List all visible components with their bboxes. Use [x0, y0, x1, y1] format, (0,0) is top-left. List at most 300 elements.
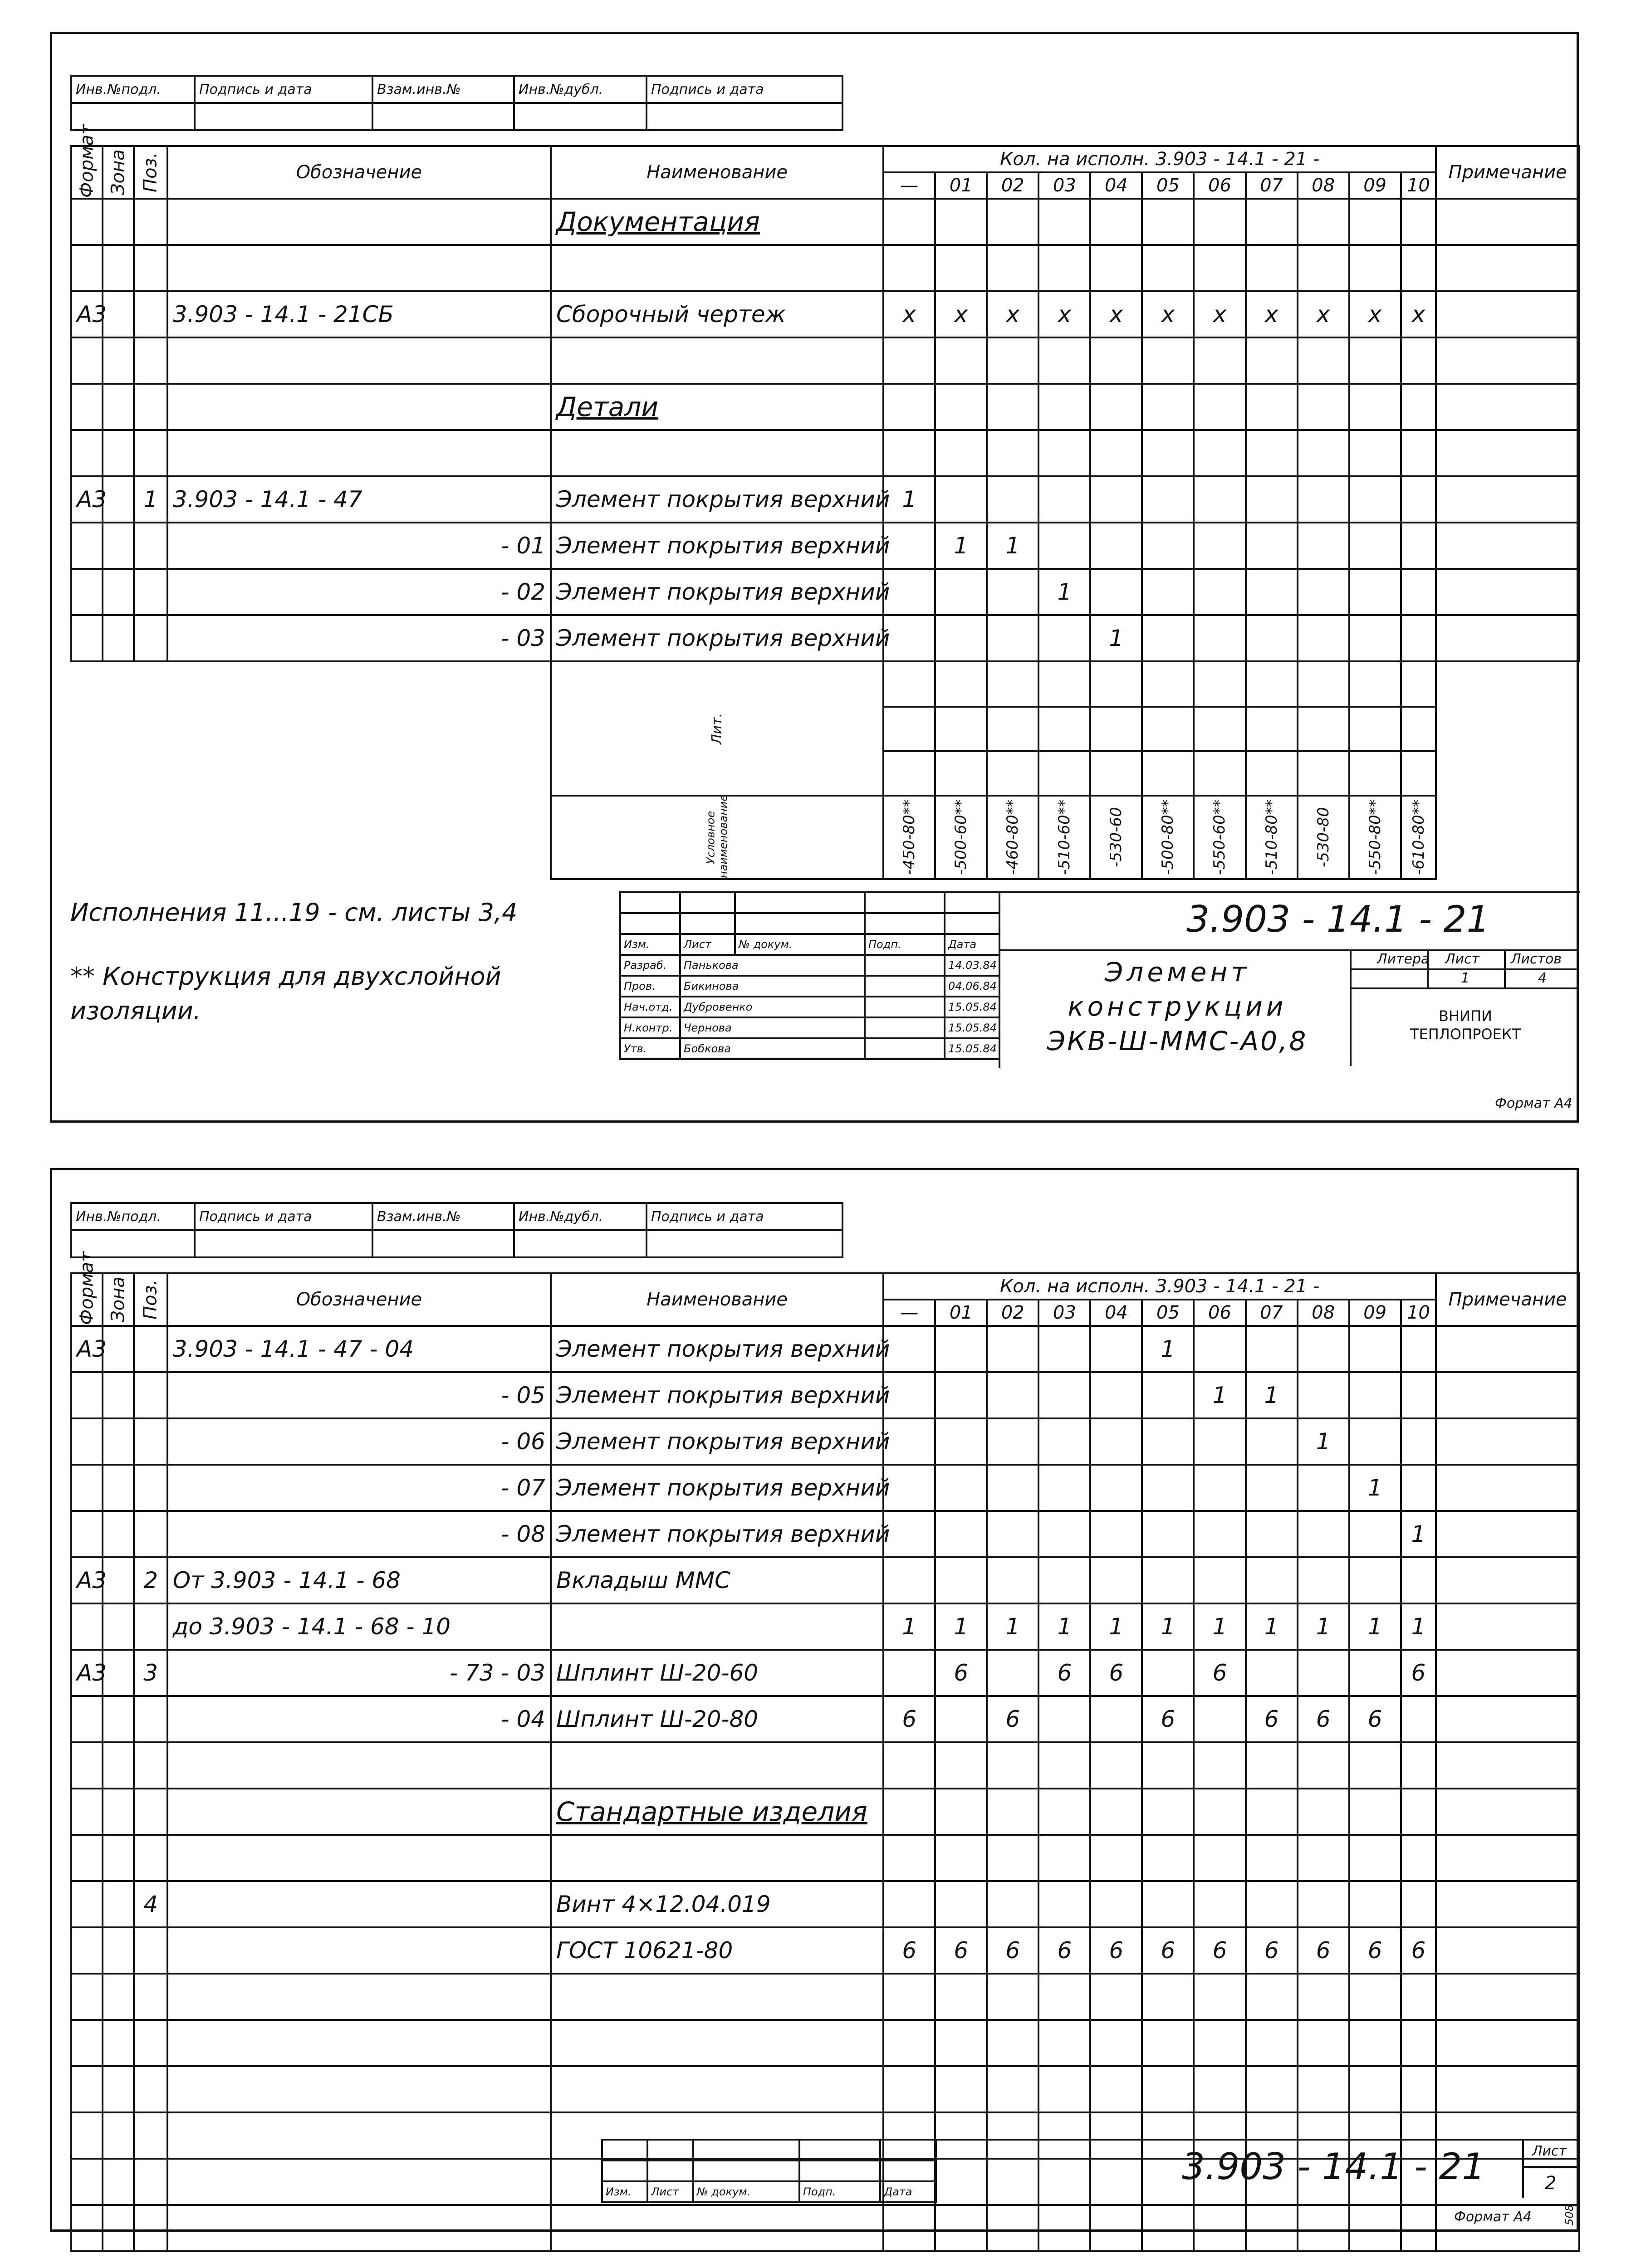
qty-cell [1038, 523, 1090, 569]
zone-cell [103, 1881, 134, 1927]
qty-cell [1142, 384, 1194, 430]
zone-cell [103, 1465, 134, 1511]
conditional-name-cell: -510-80** [1246, 796, 1298, 879]
qty-cell: 1 [1142, 1603, 1194, 1650]
qty-header: Кол. на исполн. 3.903 - 14.1 - 21 - [883, 146, 1436, 172]
letter-cell [1401, 707, 1436, 751]
qty-cell: 6 [1401, 1927, 1436, 1974]
format-cell: A3 [71, 1650, 103, 1696]
format-cell [71, 430, 103, 476]
zone-cell [103, 1557, 134, 1603]
zone-cell [103, 476, 134, 523]
name-cell [551, 337, 883, 384]
qty-cell [1090, 337, 1142, 384]
qty-cell [987, 245, 1038, 291]
format-label: Формат А4 [1495, 1095, 1572, 1111]
note-cell [1436, 523, 1579, 569]
qty-col-header: 02 [987, 172, 1038, 199]
designation-cell: 3.903 - 14.1 - 47 - 04 [167, 1326, 551, 1372]
name-cell [551, 1742, 883, 1789]
name-cell: Элемент покрытия верхний [551, 1326, 883, 1372]
qty-cell [1142, 245, 1194, 291]
note-cell [1436, 245, 1579, 291]
letter-cell [935, 661, 987, 707]
spec-row [71, 1465, 1579, 1511]
zone-cell [103, 1372, 134, 1418]
zone-cell [103, 523, 134, 569]
qty-cell: 6 [883, 1927, 935, 1974]
blank [1436, 707, 1579, 751]
qty-cell [1298, 476, 1349, 523]
qty-cell [1038, 430, 1090, 476]
qty-cell [1038, 615, 1090, 661]
title-block-header: № докум. [693, 2181, 799, 2202]
staff-sign [865, 997, 945, 1017]
qty-cell [1038, 199, 1090, 245]
blank [1436, 661, 1579, 707]
name-cell [551, 1835, 883, 1881]
spec-row [71, 1372, 1579, 1418]
designation-cell [167, 2205, 551, 2251]
spec-table-2 [70, 1251, 1580, 2252]
qty-cell [1194, 1881, 1245, 1927]
letter-cell [1349, 707, 1401, 751]
letter-cell [1038, 751, 1090, 796]
qty-cell [1038, 2066, 1090, 2112]
qty-cell [1401, 1742, 1436, 1789]
zone-cell [103, 2159, 134, 2205]
qty-cell [935, 476, 987, 523]
spec-row [71, 291, 1579, 337]
format-cell [71, 1974, 103, 2020]
qty-cell [1090, 384, 1142, 430]
qty-col-header: 10 [1401, 172, 1436, 199]
qty-col-header: 08 [1298, 1300, 1349, 1326]
conditional-name-cell: -450-80** [883, 796, 935, 879]
letter-cell [987, 661, 1038, 707]
qty-cell [883, 2066, 935, 2112]
name-cell [551, 2020, 883, 2066]
staff-row-0 [620, 955, 999, 976]
designation-cell [167, 337, 551, 384]
format-label: Формат А4 [1454, 2209, 1532, 2225]
zone-cell [103, 569, 134, 615]
spec-row [71, 1789, 1579, 1835]
zone-cell [103, 1650, 134, 1696]
title-divider [1350, 987, 1578, 989]
qty-cell [1246, 1650, 1298, 1696]
qty-cell [1038, 476, 1090, 523]
qty-col-header: 03 [1038, 172, 1090, 199]
letter-cell [1142, 751, 1194, 796]
qty-cell [1090, 1326, 1142, 1372]
qty-cell [1246, 476, 1298, 523]
qty-cell [1298, 384, 1349, 430]
qty-cell [1090, 245, 1142, 291]
spec-row [71, 1974, 1579, 2020]
qty-col-header: 02 [987, 1300, 1038, 1326]
format-cell [71, 1835, 103, 1881]
pos-cell [134, 2066, 167, 2112]
staff-name: Панькова [680, 955, 865, 976]
qty-cell: 6 [1038, 1927, 1090, 1974]
pos-cell [134, 1835, 167, 1881]
letter-cell [1401, 661, 1436, 707]
spec-row [71, 1557, 1579, 1603]
qty-cell: 6 [1090, 1927, 1142, 1974]
spec-row [71, 384, 1579, 430]
pos-cell [134, 1742, 167, 1789]
pos-cell [134, 199, 167, 245]
col-designation: Обозначение [167, 146, 551, 199]
qty-cell [1142, 1742, 1194, 1789]
col-zone: Зона [103, 1273, 134, 1326]
letter-cell [1090, 751, 1142, 796]
sheet-2 [50, 1168, 1579, 2232]
qty-cell [1038, 1372, 1090, 1418]
title-block-header: Изм. [602, 2181, 647, 2202]
qty-header: Кол. на исполн. 3.903 - 14.1 - 21 - [883, 1273, 1436, 1300]
format-cell [71, 1742, 103, 1789]
qty-cell [1142, 2066, 1194, 2112]
qty-cell: x [1090, 291, 1142, 337]
qty-cell: 1 [1142, 1326, 1194, 1372]
spec-row [71, 1603, 1579, 1650]
pos-cell [134, 2020, 167, 2066]
pos-cell [134, 384, 167, 430]
designation-cell: - 03 [167, 615, 551, 661]
qty-cell [1298, 1650, 1349, 1696]
qty-cell [1194, 1835, 1245, 1881]
spec-row [71, 2020, 1579, 2066]
pos-cell [134, 569, 167, 615]
qty-cell [1401, 384, 1436, 430]
qty-cell [883, 569, 935, 615]
spec-row [71, 430, 1579, 476]
qty-cell [935, 430, 987, 476]
qty-cell [883, 1835, 935, 1881]
name-cell: Элемент покрытия верхний [551, 1418, 883, 1465]
qty-cell [1401, 1974, 1436, 2020]
qty-cell [1142, 2205, 1194, 2251]
qty-cell [1246, 2066, 1298, 2112]
qty-cell: 6 [1298, 1927, 1349, 1974]
name-cell: Шплинт Ш-20-80 [551, 1696, 883, 1742]
qty-cell [1401, 1418, 1436, 1465]
qty-cell [987, 2020, 1038, 2066]
col-name: Наименование [551, 1273, 883, 1326]
qty-cell: x [1401, 291, 1436, 337]
qty-cell [883, 1511, 935, 1557]
pos-cell [134, 2112, 167, 2159]
qty-cell [1246, 199, 1298, 245]
qty-cell [1090, 1742, 1142, 1789]
qty-cell [1142, 1650, 1194, 1696]
pos-cell: 1 [134, 476, 167, 523]
qty-cell [1038, 1974, 1090, 2020]
qty-cell [1090, 1974, 1142, 2020]
qty-cell [1246, 2020, 1298, 2066]
pos-cell [134, 2159, 167, 2205]
qty-cell [987, 1372, 1038, 1418]
qty-cell: 1 [883, 1603, 935, 1650]
designation-cell [167, 1974, 551, 2020]
qty-cell [1401, 1835, 1436, 1881]
blank [1436, 796, 1579, 879]
qty-cell [935, 2066, 987, 2112]
name-cell [551, 1974, 883, 2020]
corner-number: 508 [1563, 2204, 1576, 2225]
qty-cell [935, 569, 987, 615]
qty-cell [1298, 1511, 1349, 1557]
qty-cell [1194, 1511, 1245, 1557]
pos-cell [134, 1974, 167, 2020]
title-divider [1504, 949, 1506, 987]
title-block-header: Дата [945, 934, 999, 955]
spec-row [71, 2205, 1579, 2251]
qty-cell [1401, 615, 1436, 661]
qty-cell [1090, 1418, 1142, 1465]
spec-row [71, 523, 1579, 569]
zone-cell [103, 1927, 134, 1974]
qty-cell [1246, 523, 1298, 569]
staff-role: Нач.отд. [620, 997, 680, 1017]
qty-cell: 1 [1246, 1372, 1298, 1418]
format-cell [71, 1789, 103, 1835]
spec-row [71, 569, 1579, 615]
qty-cell [883, 430, 935, 476]
col-designation: Обозначение [167, 1273, 551, 1326]
name-cell: Документация [551, 199, 883, 245]
qty-cell: 6 [1246, 1927, 1298, 1974]
qty-cell: x [1298, 291, 1349, 337]
qty-cell [1349, 476, 1401, 523]
letter-cell [935, 707, 987, 751]
spec-row [71, 1742, 1579, 1789]
qty-cell [1349, 1789, 1401, 1835]
qty-cell [1401, 1789, 1436, 1835]
qty-cell [1349, 384, 1401, 430]
qty-cell [1349, 1881, 1401, 1927]
zone-cell [103, 2020, 134, 2066]
qty-cell: 1 [935, 523, 987, 569]
qty-cell: 1 [935, 1603, 987, 1650]
qty-cell [883, 1557, 935, 1603]
qty-cell [987, 1418, 1038, 1465]
qty-cell [1038, 1465, 1090, 1511]
spec-row [71, 2066, 1579, 2112]
name-cell: Элемент покрытия верхний [551, 476, 883, 523]
qty-cell [1246, 1789, 1298, 1835]
spec-row [71, 199, 1579, 245]
qty-cell: 6 [987, 1927, 1038, 1974]
qty-cell [1142, 1418, 1194, 1465]
qty-cell [1038, 1742, 1090, 1789]
qty-cell [1349, 1326, 1401, 1372]
qty-cell [1246, 245, 1298, 291]
zone-cell [103, 1742, 134, 1789]
zone-cell [103, 1326, 134, 1372]
org-line: ТЕПЛОПРОЕКТ [1410, 1026, 1521, 1043]
qty-cell [1194, 1696, 1245, 1742]
qty-cell [1142, 1557, 1194, 1603]
approval-strip [70, 1202, 843, 1258]
note-cell [1436, 1650, 1579, 1696]
zone-cell [103, 2066, 134, 2112]
qty-cell [1401, 1326, 1436, 1372]
qty-cell [987, 2066, 1038, 2112]
letter-cell [1194, 751, 1245, 796]
qty-cell [1349, 569, 1401, 615]
conditional-name-cell: -460-80** [987, 796, 1038, 879]
qty-cell [1142, 337, 1194, 384]
qty-cell [1090, 1372, 1142, 1418]
qty-cell [987, 337, 1038, 384]
qty-cell: 6 [1142, 1696, 1194, 1742]
litera-label: Литера [1377, 951, 1430, 967]
format-cell: A3 [71, 1557, 103, 1603]
qty-cell: x [1142, 291, 1194, 337]
qty-col-header: 07 [1246, 1300, 1298, 1326]
designation-cell [167, 1881, 551, 1927]
qty-cell [1246, 1557, 1298, 1603]
qty-cell [1090, 1511, 1142, 1557]
title-block-grid [601, 2139, 937, 2203]
sheets-total: 4 [1538, 970, 1547, 986]
qty-col-header: 04 [1090, 1300, 1142, 1326]
conditional-name-cell: -550-60** [1194, 796, 1245, 879]
qty-cell: 1 [1038, 569, 1090, 615]
qty-cell [935, 1974, 987, 2020]
qty-cell [1142, 2020, 1194, 2066]
qty-cell [1349, 1557, 1401, 1603]
qty-cell [935, 2205, 987, 2251]
qty-cell: 1 [1349, 1603, 1401, 1650]
qty-cell [1349, 2066, 1401, 2112]
letter-cell [987, 707, 1038, 751]
letter-cell [1401, 751, 1436, 796]
qty-cell [883, 1742, 935, 1789]
staff-name: Дубровенко [680, 997, 865, 1017]
conditional-name-cell: -500-60** [935, 796, 987, 879]
qty-cell [1038, 384, 1090, 430]
qty-cell [1349, 1511, 1401, 1557]
note-cell [1436, 1326, 1579, 1372]
qty-cell [1090, 1835, 1142, 1881]
note-cell [1436, 1927, 1579, 1974]
qty-cell [1246, 1835, 1298, 1881]
qty-cell: 1 [1038, 1603, 1090, 1650]
qty-cell [1194, 523, 1245, 569]
designation-cell [167, 1789, 551, 1835]
pos-cell [134, 1696, 167, 1742]
qty-cell [987, 1326, 1038, 1372]
designation-cell [167, 199, 551, 245]
qty-cell [1298, 2205, 1349, 2251]
letter-cell [1194, 707, 1245, 751]
spec-row [71, 1696, 1579, 1742]
qty-cell [1090, 2066, 1142, 2112]
note-cell [1436, 430, 1579, 476]
name-cell: Элемент покрытия верхний [551, 615, 883, 661]
qty-cell [1038, 245, 1090, 291]
zone-cell [103, 291, 134, 337]
letter-label: Лит. [551, 661, 883, 796]
qty-cell [1298, 615, 1349, 661]
strip-cell: Подпись и дата [647, 76, 842, 103]
letter-cell [1038, 661, 1090, 707]
qty-cell [1038, 1696, 1090, 1742]
qty-cell [1401, 430, 1436, 476]
staff-row-4 [620, 1038, 999, 1059]
qty-cell [987, 1789, 1038, 1835]
qty-cell [1298, 1557, 1349, 1603]
col-note: Примечание [1436, 1273, 1579, 1326]
format-cell [71, 2066, 103, 2112]
spec-row [71, 615, 1579, 661]
format-cell [71, 523, 103, 569]
qty-cell [1038, 2205, 1090, 2251]
qty-cell [935, 1881, 987, 1927]
name-cell [551, 2205, 883, 2251]
qty-cell [1349, 430, 1401, 476]
designation-cell [167, 2159, 551, 2205]
col-note: Примечание [1436, 146, 1579, 199]
qty-cell: 6 [935, 1927, 987, 1974]
format-cell [71, 569, 103, 615]
letter-cell [1038, 707, 1090, 751]
letter-cell [1246, 707, 1298, 751]
qty-cell [935, 1465, 987, 1511]
qty-cell [1246, 1326, 1298, 1372]
qty-cell [1142, 1789, 1194, 1835]
qty-cell [935, 1557, 987, 1603]
qty-cell: x [1194, 291, 1245, 337]
designation-cell: - 73 - 03 [167, 1650, 551, 1696]
zone-cell [103, 615, 134, 661]
staff-date: 15.05.84 [945, 1017, 999, 1038]
qty-cell [1090, 2205, 1142, 2251]
org-line: ВНИПИ [1439, 1007, 1492, 1025]
format-cell [71, 337, 103, 384]
spec-row [71, 1650, 1579, 1696]
staff-role: Разраб. [620, 955, 680, 976]
qty-cell [1401, 1696, 1436, 1742]
format-cell [71, 2159, 103, 2205]
letter-cell [1246, 751, 1298, 796]
pos-cell [134, 523, 167, 569]
qty-cell [1349, 523, 1401, 569]
qty-cell [883, 1465, 935, 1511]
blank [71, 796, 551, 879]
qty-cell [987, 1511, 1038, 1557]
qty-cell [987, 199, 1038, 245]
qty-cell [883, 1326, 935, 1372]
format-cell [71, 245, 103, 291]
qty-cell [1401, 2020, 1436, 2066]
pos-cell: 4 [134, 1881, 167, 1927]
conditional-name-label: Условное наименование [551, 796, 883, 879]
qty-cell [1038, 337, 1090, 384]
name-cell: Стандартные изделия [551, 1789, 883, 1835]
qty-col-header: — [883, 172, 935, 199]
qty-cell [1246, 1511, 1298, 1557]
letter-cell [883, 661, 935, 707]
col-format: Формат [71, 1273, 103, 1326]
qty-cell [883, 384, 935, 430]
qty-cell [1142, 1372, 1194, 1418]
strip-cell: Инв.№подл. [71, 1203, 195, 1230]
